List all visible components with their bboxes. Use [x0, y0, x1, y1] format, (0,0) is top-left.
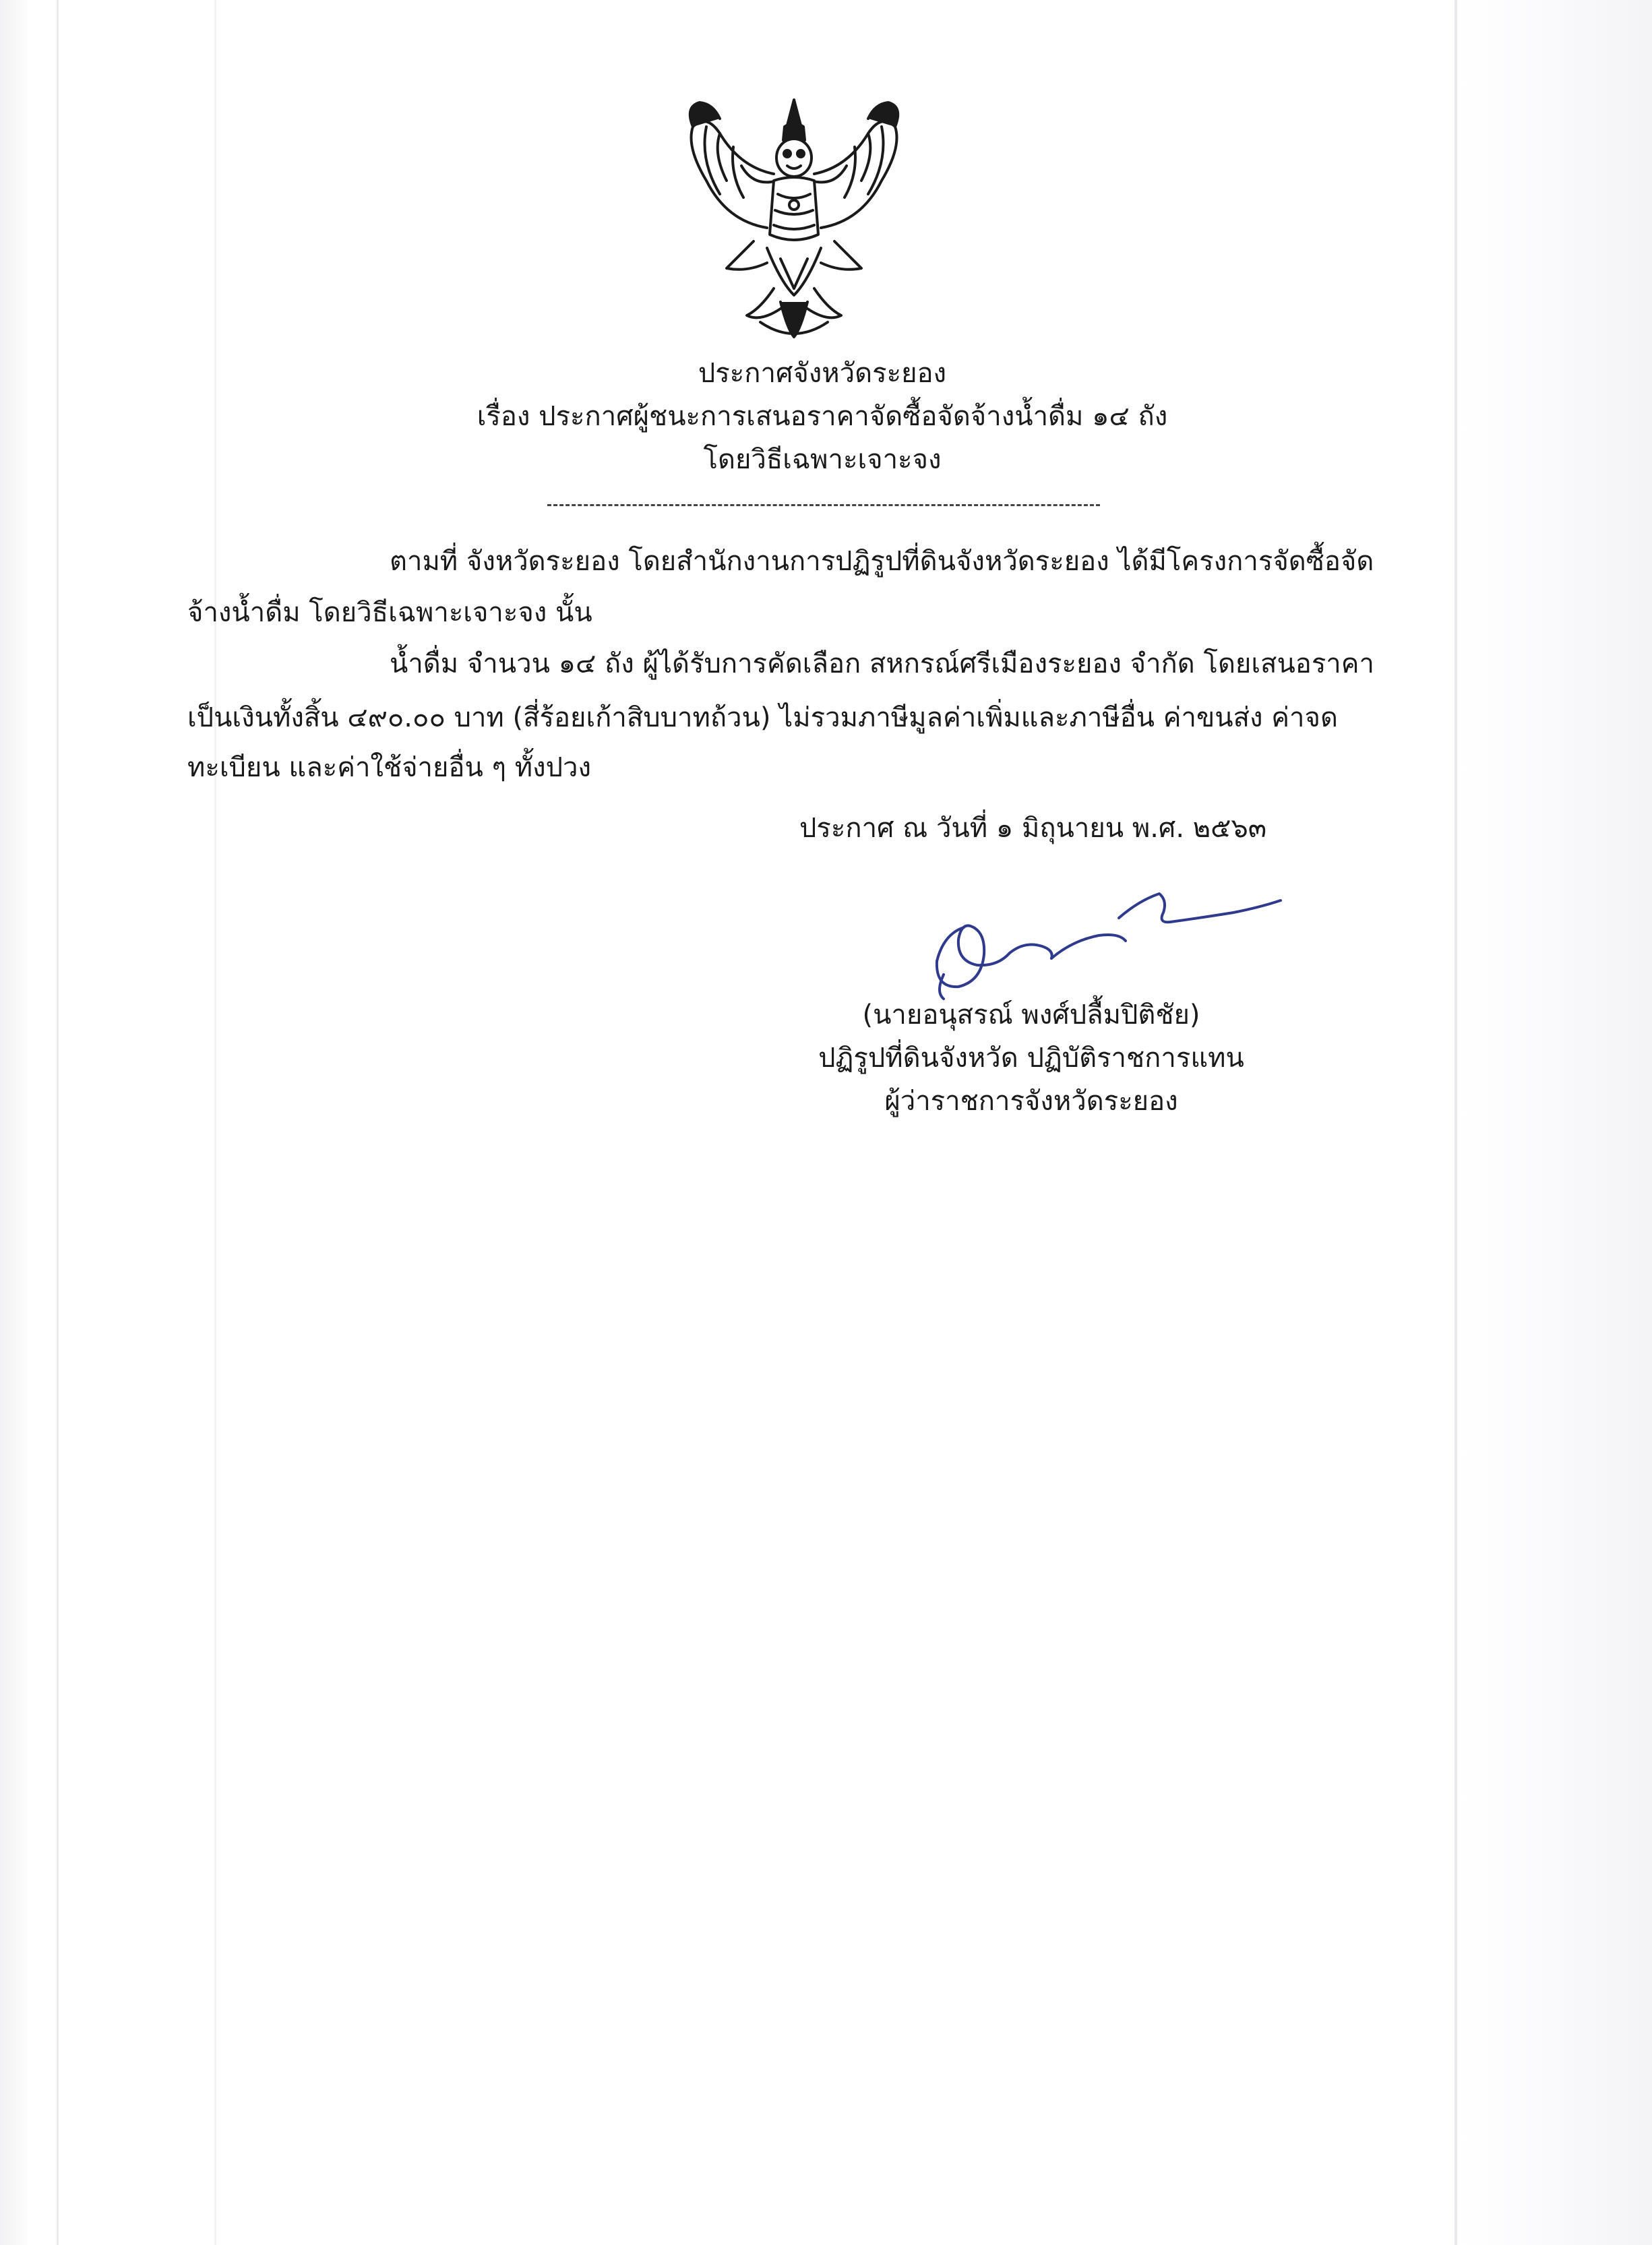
- garuda-emblem: [679, 86, 909, 349]
- handwritten-signature: [917, 873, 1294, 1008]
- procurement-method: โดยวิธีเฉพาะเจาะจง: [703, 444, 942, 475]
- signer-position: ปฏิรูปที่ดินจังหวัด ปฏิบัติราชการแทน: [818, 1043, 1244, 1074]
- signer-block: [735, 993, 1328, 1123]
- scan-line: [214, 0, 216, 2245]
- paragraph-1-line-2: จ้างน้ำดื่ม โดยวิธีเฉพาะเจาะจง นั้น: [187, 597, 592, 628]
- scan-line: [57, 0, 59, 2245]
- scan-line: [1455, 0, 1457, 2245]
- document-subject: เรื่อง ประกาศผู้ชนะการเสนอราคาจัดซื้อจัดจ้างน้ำดื่ม ๑๔ ถัง: [477, 401, 1168, 432]
- signer-title: ผู้ว่าราชการจังหวัดระยอง: [884, 1086, 1178, 1117]
- announcement-date: ประกาศ ณ วันที่ ๑ มิถุนายน พ.ศ. ๒๕๖๓: [799, 813, 1267, 844]
- paragraph-1-line-1: ตามที่ จังหวัดระยอง โดยสำนักงานการปฏิรูปที่ดินจังหวัดระยอง ได้มีโครงการจัดซื้อจัด: [390, 546, 1374, 577]
- scan-edge-right: [1457, 0, 1652, 2245]
- announcement-header: [189, 352, 1456, 481]
- paragraph-2-line-3: ทะเบียน และค่าใช้จ่ายอื่น ๆ ทั้งปวง: [187, 752, 591, 783]
- document-title: ประกาศจังหวัดระยอง: [698, 358, 947, 389]
- header-divider: [547, 504, 1100, 506]
- paragraph-2-line-2: เป็นเงินทั้งสิ้น ๔๙๐.๐๐ บาท (สี่ร้อยเก้าสิบบาทถ้วน) ไม่รวมภาษีมูลค่าเพิ่มและภาษีอื่น ค่าขนส่ง ค่าจด: [187, 702, 1338, 733]
- paragraph-2-line-1: น้ำดื่ม จำนวน ๑๔ ถัง ผู้ได้รับการคัดเลือก สหกรณ์ศรีเมืองระยอง จำกัด โดยเสนอราคา: [390, 648, 1374, 679]
- signer-name: (นายอนุสรณ์ พงศ์ปลื้มปิติชัย): [862, 1000, 1200, 1031]
- scan-edge-left: [0, 0, 30, 2245]
